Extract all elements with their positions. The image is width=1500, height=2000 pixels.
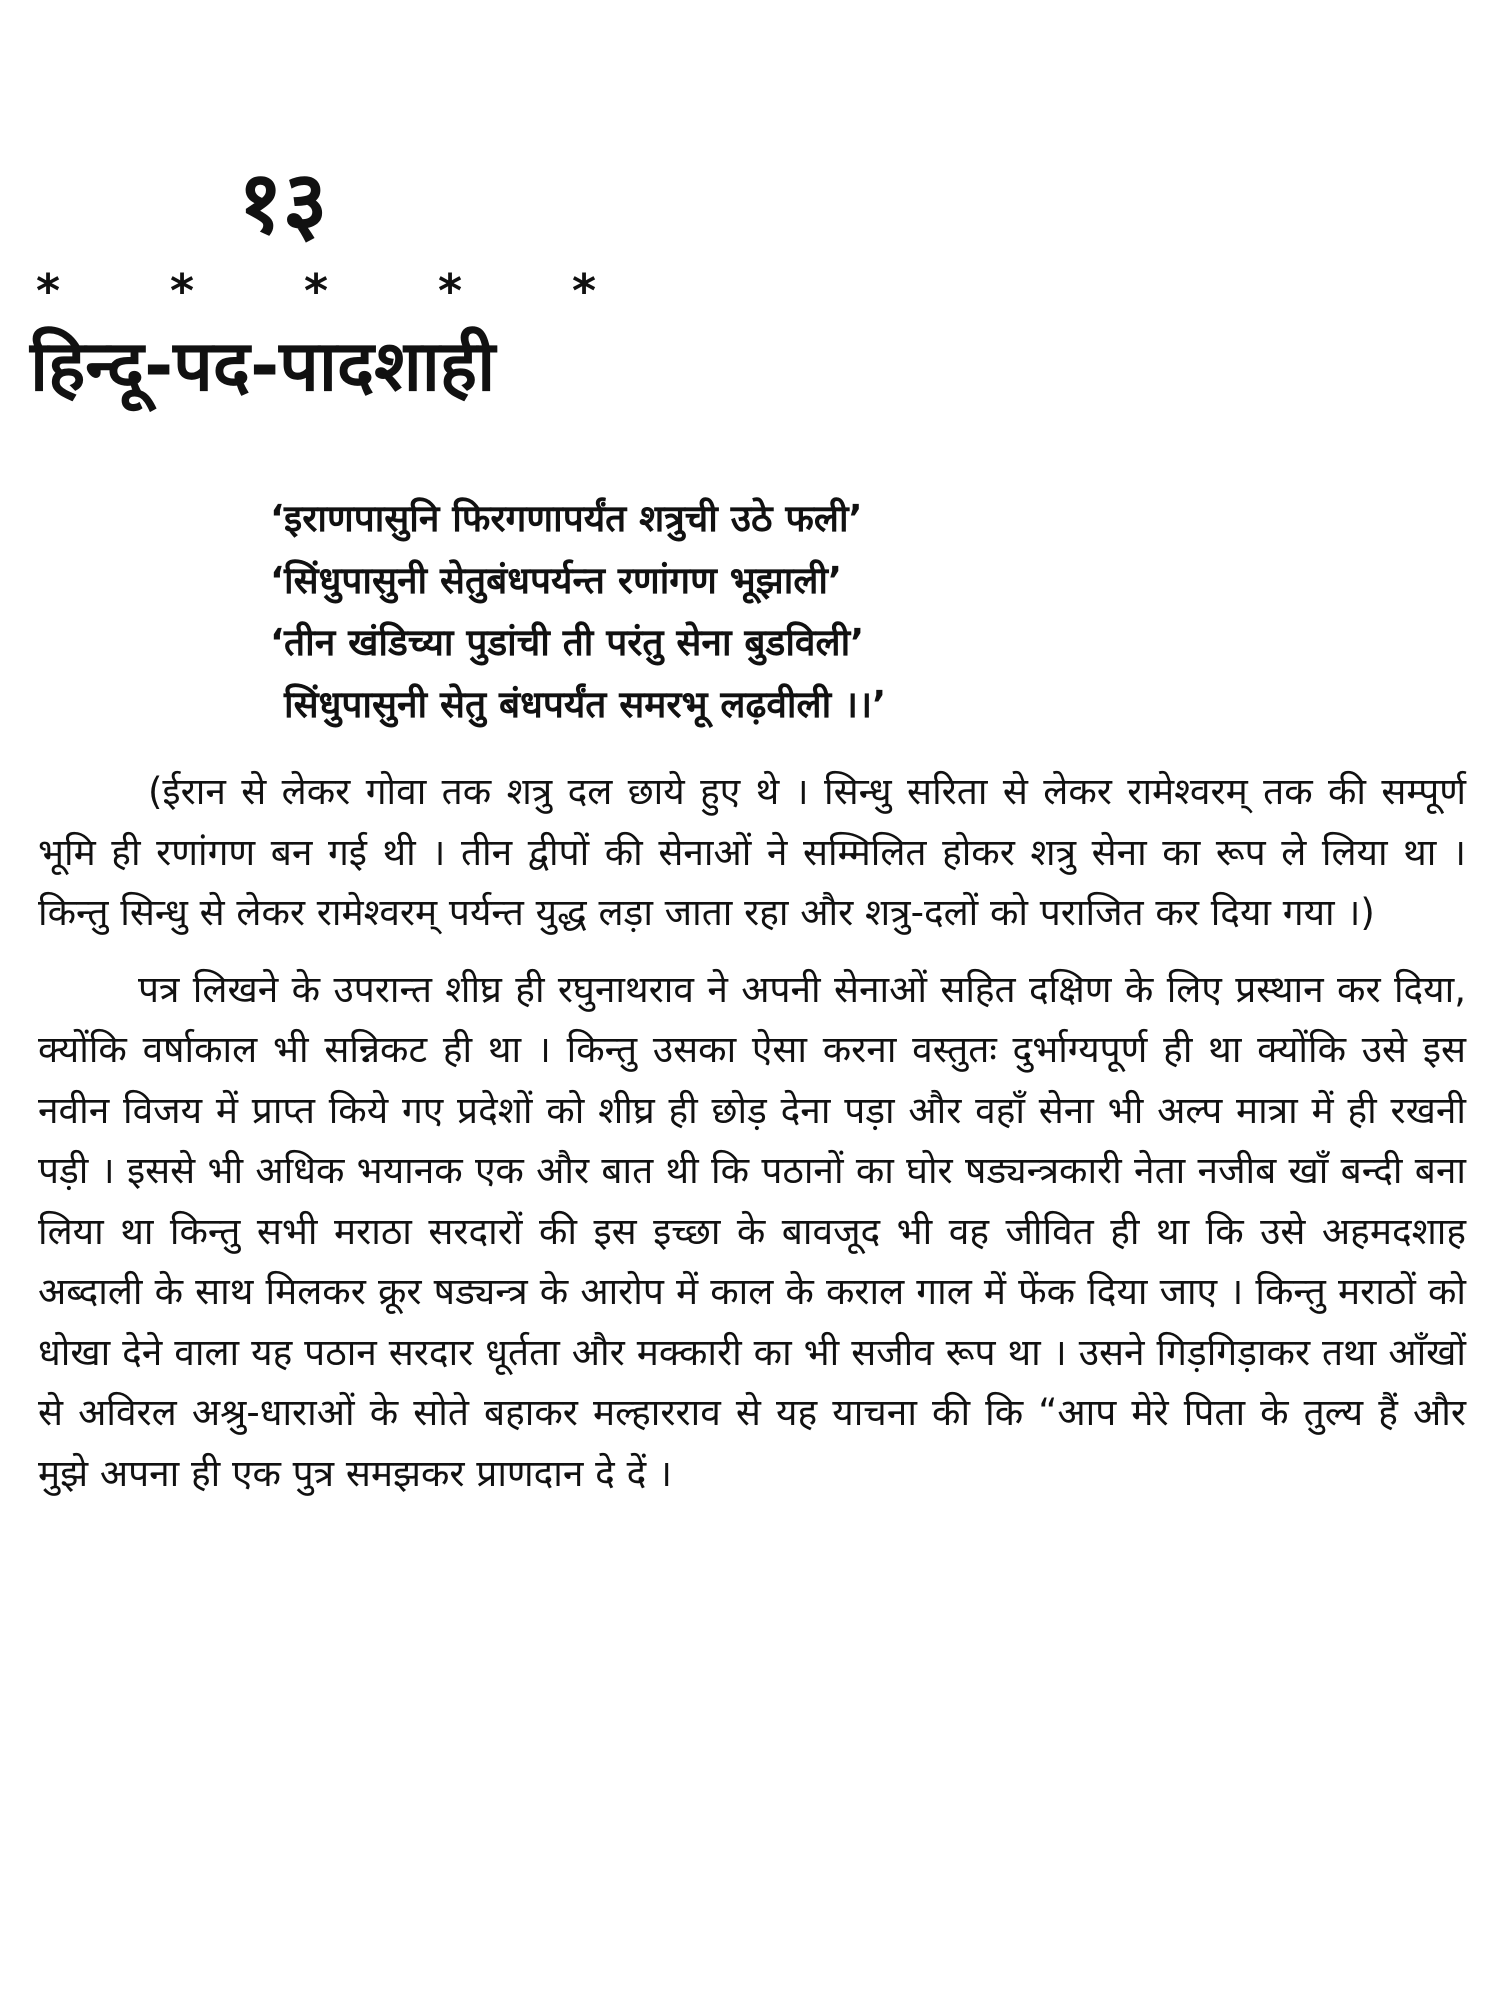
marathi-verse <box>270 488 1270 736</box>
star-ornament: * <box>169 264 195 318</box>
verse-line: सिंधुपासुनी सेतु बंधपर्यंत समरभू लढ़वीली ।।’ <box>284 683 887 726</box>
star-ornament: * <box>571 264 596 318</box>
paragraph-narrative: पत्र लिखने के उपरान्त शीघ्र ही रघुनाथराव ने अपनी सेनाओं सहित दक्षिण के लिए प्रस्थान कर दिया, क्योंकि वर्षाकाल भी सन्निकट ही था । किन्तु उसका ऐसा करना वस्तुतः दुर्भाग्यपूर्ण ही था क्योंकि उसे इस नवीन विजय में प्राप्त किये गए प्रदेशों को शीघ्र ही छोड़ देना पड़ा और वहाँ सेना भी अल्प मात्रा में ही रखनी पड़ी । इससे भी अधिक भयानक एक और बात थी कि पठानों का घोर षड्यन्त्रकारी नेता नजीब खाँ बन्दी बना लिया था किन्तु सभी मराठा सरदारों की इस इच्छा के बावजूद भी वह जीवित ही था कि उसे अहमदशाह अब्दाली के साथ मिलकर क्रूर षड्यन्त्र के आरोप में काल के कराल गाल में फेंक दिया जाए । किन्तु मराठों को धोखा देने वाला यह पठान सरदार धूर्तता और मक्कारी का भी सजीव रूप था । उसने गिड़गिड़ाकर तथा आँखों से अविरल अश्रु-धाराओं के सोते बहाकर मल्हारराव से यह याचना की कि “आप मेरे पिता के तुल्य हैं और मुझे अपना ही एक पुत्र समझकर प्राणदान दे दें । <box>38 967 1466 1495</box>
star-ornament: * <box>303 264 329 318</box>
verse-line: ‘तीन खंडिच्या पुडांची ती परंतु सेना बुडविली’ <box>270 621 865 664</box>
chapter-title: हिन्दू-पद-पादशाही <box>30 325 496 407</box>
verse-line: ‘इराणपासुनि फिरगणापर्यंत शत्रुची उठे फली’ <box>270 497 863 540</box>
verse-line: ‘सिंधुपासुनी सेतुबंधपर्यन्त रणांगण भूझाली’ <box>270 559 843 602</box>
star-ornament: * <box>36 264 61 318</box>
chapter-number: १३ <box>238 153 328 253</box>
star-ornament-row <box>36 264 596 318</box>
paragraph-translation: (ईरान से लेकर गोवा तक शत्रु दल छाये हुए थे । सिन्धु सरिता से लेकर रामेश्वरम् तक की सम्पूर्ण भूमि ही रणांगण बन गई थी । तीन द्वीपों की सेनाओं ने सम्मिलित होकर शत्रु सेना का रूप ले लिया था । किन्तु सिन्धु से लेकर रामेश्वरम् पर्यन्त युद्ध लड़ा जाता रहा और शत्रु-दलों को पराजित कर दिया गया ।) <box>38 770 1466 934</box>
star-ornament: * <box>437 264 463 318</box>
body-text <box>38 762 1466 1520</box>
